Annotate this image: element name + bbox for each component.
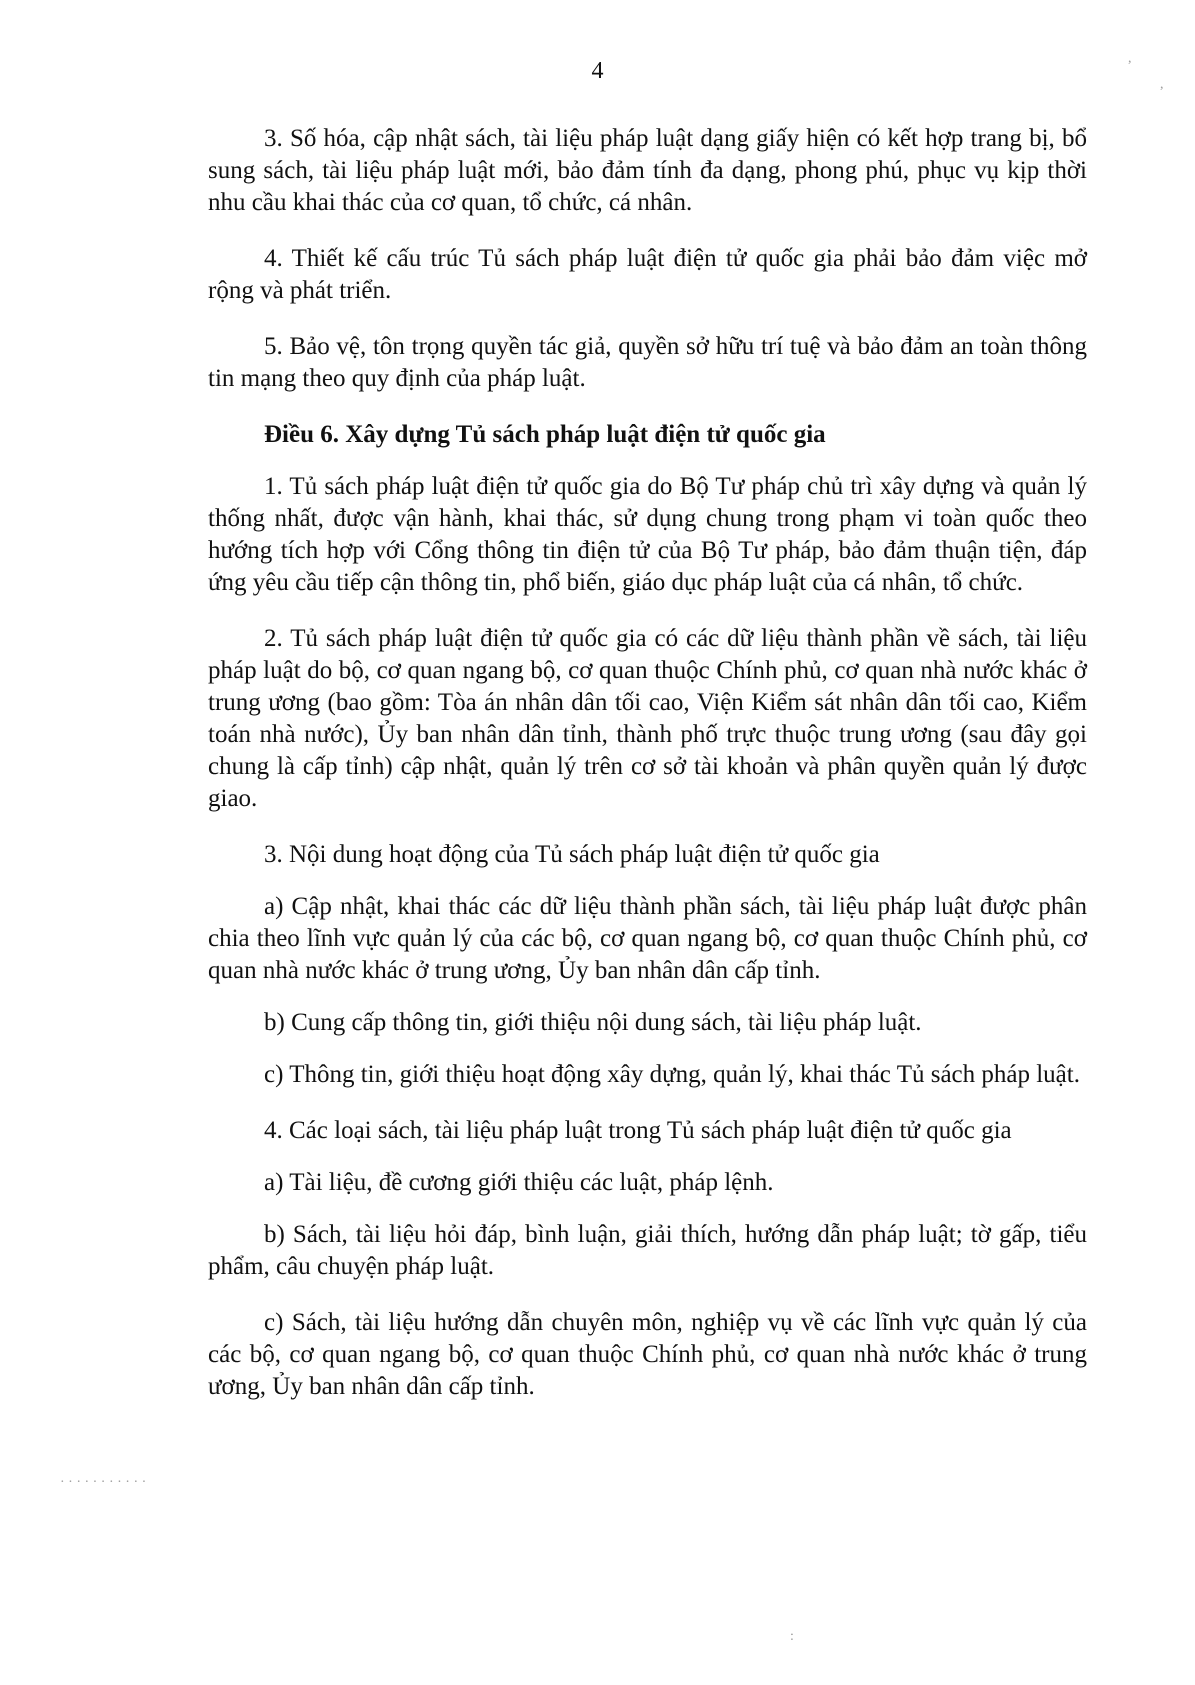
paragraph-clause-3-point-b: b) Cung cấp thông tin, giới thiệu nội dung sách, tài liệu pháp luật. [264, 1009, 922, 1036]
paragraph-article6-clause-3: 3. Nội dung hoạt động của Tủ sách pháp luật điện tử quốc gia [264, 841, 880, 868]
page-number: 4 [591, 58, 604, 84]
scan-speck: : [790, 1629, 794, 1644]
scan-speck: · · · · · · · · · · · [60, 1475, 147, 1490]
paragraph-article6-clause-4: 4. Các loại sách, tài liệu pháp luật trong Tủ sách pháp luật điện tử quốc gia [264, 1117, 1012, 1144]
paragraph-clause-4: 4. Thiết kế cấu trúc Tủ sách pháp luật điện tử quốc gia phải bảo đảm việc mở rộng và phát triển. [208, 245, 1087, 304]
paragraph-clause-5: 5. Bảo vệ, tôn trọng quyền tác giả, quyền sở hữu trí tuệ và bảo đảm an toàn thông tin mạng theo quy định của pháp luật. [208, 333, 1087, 392]
scan-speck: , [1160, 77, 1164, 92]
paragraph-clause-3-point-a: a) Cập nhật, khai thác các dữ liệu thành phần sách, tài liệu pháp luật được phân chia theo lĩnh vực quản lý của các bộ, cơ quan ngang bộ, cơ quan thuộc Chính phủ, cơ quan nhà nước khác ở trung ương, Ủy ban nhân dân cấp tỉnh. [208, 893, 1087, 984]
document-body [208, 123, 1087, 1427]
paragraph-article6-clause-1: 1. Tủ sách pháp luật điện tử quốc gia do Bộ Tư pháp chủ trì xây dựng và quản lý thống nhất, được vận hành, khai thác, sử dụng chung trong phạm vi toàn quốc theo hướng tích hợp với Cổng thông tin điện tử của Bộ Tư pháp, bảo đảm thuận tiện, đáp ứng yêu cầu tiếp cận thông tin, phổ biến, giáo dục pháp luật của cá nhân, tổ chức. [208, 473, 1087, 596]
paragraph-article6-clause-2: 2. Tủ sách pháp luật điện tử quốc gia có các dữ liệu thành phần về sách, tài liệu pháp luật do bộ, cơ quan ngang bộ, cơ quan thuộc Chính phủ, cơ quan nhà nước khác ở trung ương (bao gồm: Tòa án nhân dân tối cao, Viện Kiểm sát nhân dân tối cao, Kiểm toán nhà nước), Ủy ban nhân dân tỉnh, thành phố trực thuộc trung ương (sau đây gọi chung là cấp tỉnh) cập nhật, quản lý trên cơ sở tài khoản và phân quyền quản lý được giao. [208, 625, 1087, 812]
paragraph-clause-3-point-c: c) Thông tin, giới thiệu hoạt động xây dựng, quản lý, khai thác Tủ sách pháp luật. [264, 1061, 1080, 1088]
paragraph-clause-4-point-a: a) Tài liệu, đề cương giới thiệu các luật, pháp lệnh. [264, 1169, 774, 1196]
paragraph-clause-3: 3. Số hóa, cập nhật sách, tài liệu pháp luật dạng giấy hiện có kết hợp trang bị, bổ sung sách, tài liệu pháp luật mới, bảo đảm tính đa dạng, phong phú, phục vụ kịp thời nhu cầu khai thác của cơ quan, tổ chức, cá nhân. [208, 125, 1087, 216]
article-heading: Điều 6. Xây dựng Tủ sách pháp luật điện tử quốc gia [264, 421, 826, 448]
paragraph-clause-4-point-c: c) Sách, tài liệu hướng dẫn chuyên môn, nghiệp vụ về các lĩnh vực quản lý của các bộ, cơ quan ngang bộ, cơ quan thuộc Chính phủ, cơ quan nhà nước khác ở trung ương, Ủy ban nhân dân cấp tỉnh. [208, 1309, 1087, 1400]
paragraph-clause-4-point-b: b) Sách, tài liệu hỏi đáp, bình luận, giải thích, hướng dẫn pháp luật; tờ gấp, tiểu phẩm, câu chuyện pháp luật. [208, 1221, 1087, 1280]
scan-speck: , [1128, 51, 1132, 66]
